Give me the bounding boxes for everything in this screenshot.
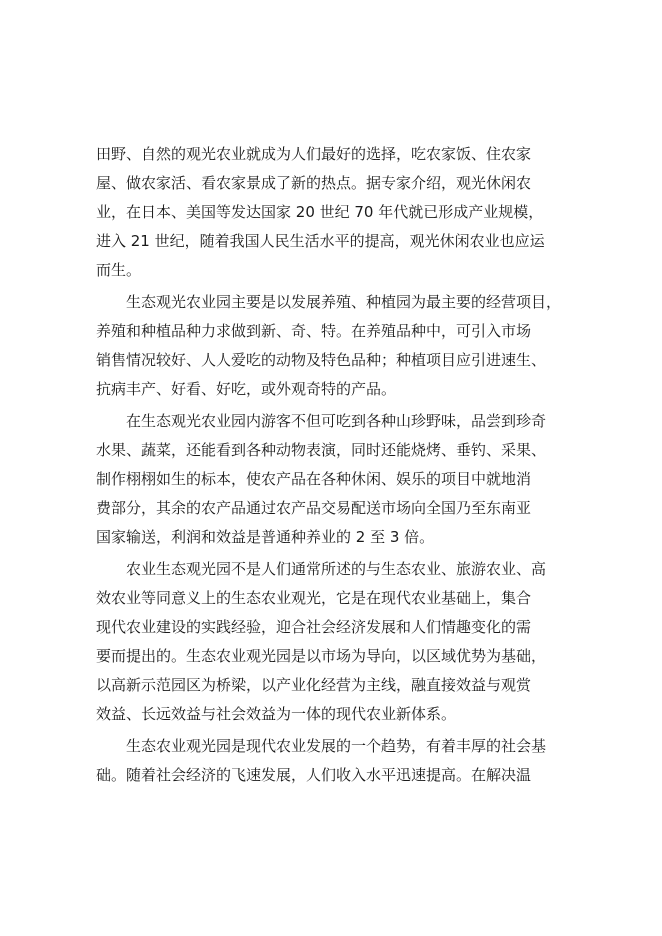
text-line: 而生。 — [96, 261, 142, 279]
paragraph-2 — [96, 288, 562, 404]
text-line: 进入 21 世纪，随着我国人民生活水平的提高，观光休闲农业也应运 — [96, 232, 545, 250]
text-line: 要而提出的。生态农业观光园是以市场为导向，以区域优势为基础， — [96, 647, 547, 665]
text-line: 效农业等同意义上的生态农业观光，它是在现代农业基础上，集合 — [96, 589, 532, 607]
text-line: 抗病丰产、好看、好吃，或外观奇特的产品。 — [96, 380, 397, 398]
paragraph-4 — [96, 555, 546, 729]
text-line: 销售情况较好、人人爱吃的动物及特色品种；种植项目应引进速生、 — [96, 351, 547, 369]
text-line: 农业生态观光园不是人们通常所述的与生态农业、旅游农业、高 — [126, 560, 547, 578]
text-line: 生态观光农业园主要是以发展养殖、种植园为最主要的经营项目， — [126, 293, 562, 311]
text-line: 业，在日本、美国等发达国家 20 世纪 70 年代就已形成产业规模， — [96, 203, 544, 221]
text-line: 现代农业建设的实践经验，迎合社会经济发展和人们情趣变化的需 — [96, 618, 532, 636]
document-body — [96, 140, 562, 790]
text-line: 效益、长远效益与社会效益为一体的现代农业新体系。 — [96, 705, 457, 723]
text-line: 制作栩栩如生的标本，使农产品在各种休闲、娱乐的项目中就地消 — [96, 470, 532, 488]
text-line: 水果、蔬菜，还能看到各种动物表演，同时还能烧烤、垂钓、采果、 — [96, 441, 547, 459]
text-line: 在生态观光农业园内游客不但可吃到各种山珍野味，品尝到珍奇 — [126, 412, 547, 430]
paragraph-1 — [96, 140, 546, 285]
text-line: 础。随着社会经济的飞速发展，人们收入水平迅速提高。在解决温 — [96, 766, 532, 784]
text-line: 养殖和种植品种力求做到新、奇、特。在养殖品种中，可引入市场 — [96, 322, 532, 340]
text-line: 生态农业观光园是现代农业发展的一个趋势，有着丰厚的社会基 — [126, 737, 547, 755]
paragraph-3 — [96, 407, 546, 552]
text-line: 以高新示范园区为桥梁，以产业化经营为主线，融直接效益与观赏 — [96, 676, 532, 694]
text-line: 田野、自然的观光农业就成为人们最好的选择，吃农家饭、住农家 — [96, 145, 532, 163]
text-line: 费部分，其余的农产品通过农产品交易配送市场向全国乃至东南亚 — [96, 499, 532, 517]
text-line: 国家输送，利润和效益是普通种养业的 2 至 3 倍。 — [96, 528, 435, 546]
paragraph-5 — [96, 732, 546, 790]
text-line: 屋、做农家活、看农家景成了新的热点。据专家介绍，观光休闲农 — [96, 174, 532, 192]
